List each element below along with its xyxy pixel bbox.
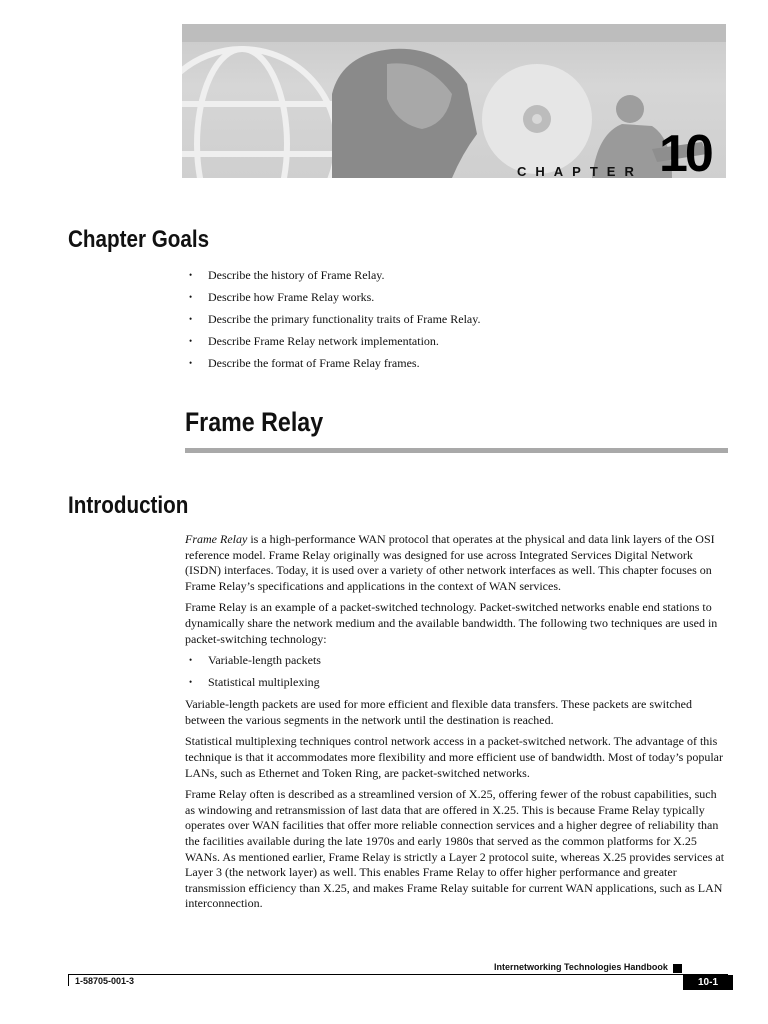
book-title: Internetworking Technologies Handbook xyxy=(494,962,668,972)
paragraph: Frame Relay is an example of a packet-switched technology. Packet-switched networks enable end stations to dynamically share the network medium and the available bandwidth. The following two techniques are used in packet-switching technology: xyxy=(185,600,718,646)
list-item: • Statistical multiplexing xyxy=(185,675,728,689)
book-code: 1-58705-001-3 xyxy=(75,976,135,986)
list-item: • Variable-length packets xyxy=(185,653,728,667)
list-item: • Describe the format of Frame Relay frames. xyxy=(185,356,725,370)
paragraph: Variable-length packets are used for more efficient and flexible data transfers. These packets are switched between the various segments in the network until the destination is reached. xyxy=(185,697,692,727)
list-item: • Describe the primary functionality traits of Frame Relay. xyxy=(185,312,725,326)
paragraph: Frame Relay often is described as a streamlined version of X.25, offering fewer of the robust capabilities, such as windowing and retransmission of last data that are offered in X.25. This is because Frame Relay typically operates over WAN facilities that offer more reliable connection services and a higher degree of reliability than the facilities available during the late 1970s and early 1980s that served as the common platforms for X.25 WANs. As mentioned earlier, Frame Relay is strictly a Layer 2 protocol suite, whereas X.25 provides services at Layer 3 (the network layer) as well. This enables Frame Relay to offer higher performance and greater transmission efficiency than X.25, and makes Frame Relay suitable for current WAN applications, such as LAN interconnection. xyxy=(185,787,725,911)
paragraph-text: is a high-performance WAN protocol that operates at the physical and data link layers of the OSI reference model. Frame Relay originally was designed for use across Integrated Services Digital Network (ISDN) interfaces. Today, it is used over a variety of other network interfaces as well. This chapter focuses on Frame Relay’s specifications and applications in the context of WAN services. xyxy=(185,532,715,593)
term-emphasis: Frame Relay xyxy=(185,532,248,546)
chapter-number: 10 xyxy=(659,125,711,183)
page-title: Frame Relay xyxy=(185,407,324,437)
chapter-banner-image xyxy=(182,24,726,183)
paragraph: Statistical multiplexing techniques control network access in a packet-switched network. The advantage of this technique is that it accommodates more flexibility and more efficient use of bandwidth. Most of today’s popular LANs, such as Ethernet and Token Ring, are packet-switched networks. xyxy=(185,734,723,780)
technique-list xyxy=(185,653,728,689)
title-rule xyxy=(185,448,728,453)
chapter-label: CHAPTER xyxy=(517,164,643,179)
introduction-heading: Introduction xyxy=(68,492,189,519)
list-item: • Describe how Frame Relay works. xyxy=(185,290,725,304)
chapter-goals-heading: Chapter Goals xyxy=(68,226,210,253)
list-item: • Describe Frame Relay network implementation. xyxy=(185,334,725,348)
footer-marker xyxy=(673,964,682,973)
page-number: 10-1 xyxy=(683,975,733,990)
chapter-goals-list xyxy=(185,268,725,378)
introduction-body xyxy=(185,532,728,918)
footer-rule xyxy=(68,974,728,975)
paragraph xyxy=(185,532,728,594)
footer-tick xyxy=(68,975,69,986)
list-item: • Describe the history of Frame Relay. xyxy=(185,268,725,282)
